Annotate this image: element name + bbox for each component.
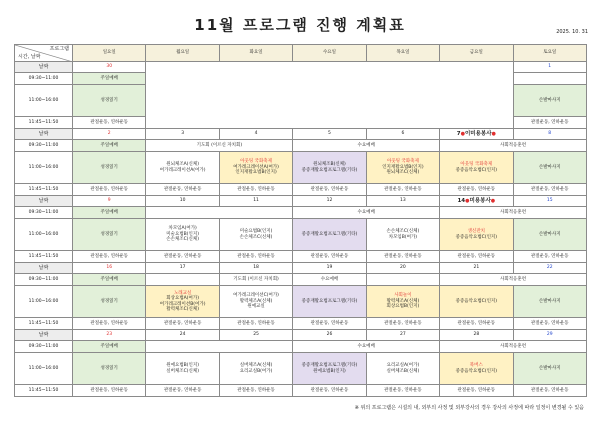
footnote: ※ 위의 프로그램은 시설의 내, 외부의 사정 및 외부강사의 경우 강사의 사정에 따라 일정이 변경될 수 있음 bbox=[354, 405, 584, 411]
day-header-tue: 화요일 bbox=[219, 45, 292, 62]
activity-cell: 관절운동, 연하운동 bbox=[146, 184, 219, 196]
activity-cell: 관절운동, 연하운동 bbox=[513, 184, 586, 196]
slot-label: 11:45~11:50 bbox=[15, 318, 73, 330]
activity-line: 여가레크레이션A(여가) bbox=[233, 164, 279, 170]
singing-event: 노래교실 bbox=[173, 290, 192, 296]
activity-cell: 수요예배 bbox=[293, 274, 366, 286]
date-mon: 17 bbox=[146, 263, 219, 274]
activity-cell: 관절운동, 연하운동 bbox=[513, 251, 586, 263]
activity-cell: 관절운동, 연하운동 bbox=[440, 184, 513, 196]
activity-cell bbox=[146, 353, 219, 385]
activity-line: 중증재활요법프로그램(기타) bbox=[301, 363, 358, 369]
date-fri bbox=[440, 129, 513, 140]
activity-cell: 손발마사지 bbox=[513, 152, 586, 184]
week4-morning-row bbox=[15, 274, 587, 286]
date-mon: 3 bbox=[146, 129, 219, 140]
slot-label: 11:00~16:00 bbox=[15, 85, 73, 117]
activity-line: 실버체조B(신체) bbox=[386, 368, 420, 374]
activity-cell bbox=[146, 219, 219, 251]
slot-label: 11:00~16:00 bbox=[15, 152, 73, 184]
activity-line: 손손체조C(신체) bbox=[166, 237, 199, 243]
header-row bbox=[15, 45, 587, 62]
activity-cell: 관절운동, 연하운동 bbox=[366, 251, 439, 263]
activity-line: 활력체조A(신체) bbox=[239, 298, 273, 304]
day-header-sun: 일요일 bbox=[73, 45, 146, 62]
date-sat: 29 bbox=[513, 330, 586, 341]
activity-line: 실버체조C(신체) bbox=[166, 368, 199, 374]
date-label: 날짜 bbox=[15, 330, 73, 341]
activity-cell: 사회적응훈련 bbox=[440, 207, 587, 219]
date-sun: 23 bbox=[73, 330, 146, 341]
activity-cell: 성경읽기 bbox=[73, 286, 146, 318]
date-sat: 15 bbox=[513, 196, 586, 207]
activity-cell: 관절운동, 연하운동 bbox=[73, 251, 146, 263]
date-sat: 1 bbox=[513, 62, 586, 73]
activity-cell: 주일예배 bbox=[73, 207, 146, 219]
date-wed: 12 bbox=[293, 196, 366, 207]
activity-cell: 성경읽기 bbox=[73, 85, 146, 117]
slot-label: 11:00~16:00 bbox=[15, 353, 73, 385]
activity-line: 차모임A(여가) bbox=[168, 226, 197, 232]
week2-end-row bbox=[15, 184, 587, 196]
activity-line: 손손체조C(신체) bbox=[239, 234, 273, 240]
slot-label: 09:30~11:00 bbox=[15, 274, 73, 286]
special-event: 이미용봉사 bbox=[464, 130, 492, 137]
week3-date-row bbox=[15, 196, 587, 207]
activity-cell: 관절운동, 연하운동 bbox=[366, 184, 439, 196]
activity-cell bbox=[293, 353, 366, 385]
activity-cell: 관절운동, 연하운동 bbox=[219, 251, 292, 263]
activity-cell: 주일예배 bbox=[73, 73, 146, 85]
activity-cell: 관절운동, 연하운동 bbox=[366, 385, 439, 397]
outing-event: 아웃팅 국화축제 bbox=[240, 159, 272, 165]
activity-cell: 관절운동, 연하운동 bbox=[440, 318, 513, 330]
week3-main-row bbox=[15, 219, 587, 251]
activity-cell bbox=[219, 286, 292, 318]
week3-end-row bbox=[15, 251, 587, 263]
date-label: 날짜 bbox=[15, 129, 73, 140]
date-label: 날짜 bbox=[15, 62, 73, 73]
day-header-thu: 목요일 bbox=[366, 45, 439, 62]
activity-cell bbox=[366, 219, 439, 251]
book-bus-event: 북버스 bbox=[469, 363, 483, 369]
week1-date-row bbox=[15, 62, 587, 73]
week5-end-row bbox=[15, 385, 587, 397]
activity-line: 회상요법A(여가) bbox=[166, 296, 199, 302]
slot-label: 09:30~11:00 bbox=[15, 140, 73, 152]
activity-cell: 중증음악요법C(인지) bbox=[440, 286, 513, 318]
activity-line: 중증음악요법C(인지) bbox=[455, 167, 498, 173]
activity-line: 여가레크레이션A(여가) bbox=[159, 167, 206, 173]
date-thu: 6 bbox=[366, 129, 439, 140]
date-wed: 19 bbox=[293, 263, 366, 274]
week2-morning-row bbox=[15, 140, 587, 152]
activity-line: 원예요법B(인지) bbox=[313, 368, 346, 374]
week5-main-row bbox=[15, 353, 587, 385]
dot-icon: ● bbox=[460, 130, 465, 137]
activity-cell: 손발마사지 bbox=[513, 353, 586, 385]
empty-block bbox=[146, 62, 513, 129]
activity-cell: 관절운동, 연하운동 bbox=[73, 385, 146, 397]
date-tue: 11 bbox=[219, 196, 292, 207]
activity-cell: 관절운동, 연하운동 bbox=[146, 251, 219, 263]
date-thu: 20 bbox=[366, 263, 439, 274]
week3-morning-row bbox=[15, 207, 587, 219]
activity-cell: 손발마사지 bbox=[513, 85, 586, 117]
activity-cell: 관절운동, 연하운동 bbox=[73, 184, 146, 196]
activity-cell bbox=[219, 219, 292, 251]
activity-cell: 관절운동, 연하운동 bbox=[146, 385, 219, 397]
dot-icon: ● bbox=[490, 197, 496, 204]
week2-date-row bbox=[15, 129, 587, 140]
activity-line: 원뇌체조A(신체) bbox=[166, 162, 199, 168]
page-title: 11월 프로그램 진행 계획표 bbox=[194, 16, 406, 34]
corner-time-date: 시간, 날짜 bbox=[18, 54, 41, 60]
week5-morning-row bbox=[15, 341, 587, 353]
activity-cell: 기도회 (이르신 자치회) bbox=[146, 140, 293, 152]
date-label: 날짜 bbox=[15, 263, 73, 274]
date-sun: 2 bbox=[73, 129, 146, 140]
activity-cell: 손발마사지 bbox=[513, 219, 586, 251]
activity-cell: 관절운동, 연하운동 bbox=[146, 318, 219, 330]
activity-line: 실버체조A(신체) bbox=[239, 363, 273, 369]
week4-date-row bbox=[15, 263, 587, 274]
corner-program: 프로그램 bbox=[49, 46, 69, 52]
activity-line: 원뇌체조C(신체) bbox=[386, 170, 420, 176]
date-tue: 4 bbox=[219, 129, 292, 140]
activity-cell: 관절운동, 연하운동 bbox=[293, 251, 366, 263]
activity-line: 원예교실 bbox=[247, 304, 265, 310]
date-sun: 30 bbox=[73, 62, 146, 73]
empty-cell bbox=[513, 73, 586, 85]
activity-cell bbox=[146, 152, 219, 184]
date-num: 14 bbox=[457, 197, 466, 204]
birthday-event: 생신잔치 bbox=[467, 229, 486, 235]
outing-event: 아웃팅 국화축제 bbox=[460, 162, 493, 168]
activity-cell: 관절운동, 연하운동 bbox=[219, 385, 292, 397]
activity-cell: 주일예배 bbox=[73, 341, 146, 353]
slot-label: 11:45~11:50 bbox=[15, 251, 73, 263]
activity-line: 회상요법B(인지) bbox=[386, 304, 420, 310]
activity-line: 요리교실A(여가) bbox=[386, 363, 420, 369]
date-fri: 21 bbox=[440, 263, 513, 274]
special-event: 미용봉사 bbox=[469, 197, 491, 204]
activity-cell: 주일예배 bbox=[73, 140, 146, 152]
slot-label: 11:00~16:00 bbox=[15, 219, 73, 251]
date-mon: 10 bbox=[146, 196, 219, 207]
outing-event: 아웃팅 국화축제 bbox=[386, 159, 419, 165]
activity-cell: 사회적응훈련 bbox=[440, 341, 587, 353]
activity-line: 요리교실B(여가) bbox=[239, 368, 273, 374]
date-sun: 9 bbox=[73, 196, 146, 207]
activity-line: 차모임B(여가) bbox=[388, 234, 418, 240]
activity-cell: 관절운동, 연하운동 bbox=[293, 184, 366, 196]
activity-cell: 수요예배 bbox=[293, 341, 440, 353]
empty-cell bbox=[146, 274, 219, 286]
activity-cell bbox=[146, 286, 219, 318]
date-num: 7 bbox=[456, 130, 461, 137]
slot-label: 11:00~16:00 bbox=[15, 286, 73, 318]
activity-cell: 관절운동, 연하운동 bbox=[440, 385, 513, 397]
activity-cell bbox=[366, 286, 439, 318]
issue-date: 2025. 10. 31 bbox=[556, 29, 588, 35]
activity-cell: 성경읽기 bbox=[73, 219, 146, 251]
date-tue: 25 bbox=[219, 330, 292, 341]
date-thu: 13 bbox=[366, 196, 439, 207]
activity-cell: 관절운동, 연하운동 bbox=[293, 385, 366, 397]
activity-cell: 관절운동, 연하운동 bbox=[73, 117, 146, 129]
date-wed: 5 bbox=[293, 129, 366, 140]
activity-line: 여가레크레이션B(여가) bbox=[159, 301, 206, 307]
activity-line: 활력체조C(신체) bbox=[166, 306, 199, 312]
activity-cell: 성경읽기 bbox=[73, 353, 146, 385]
date-label: 날짜 bbox=[15, 196, 73, 207]
activity-cell bbox=[366, 152, 439, 184]
activity-line: 미술요법B(인지) bbox=[166, 231, 199, 237]
activity-cell bbox=[440, 353, 513, 385]
activity-cell: 성경읽기 bbox=[73, 152, 146, 184]
activity-cell bbox=[366, 353, 439, 385]
activity-cell: 관절운동, 연하운동 bbox=[513, 117, 586, 129]
activity-cell bbox=[440, 152, 513, 184]
activity-cell bbox=[219, 152, 292, 184]
activity-line: 인지재활요법B(인지) bbox=[235, 170, 277, 176]
activity-line: 활력체조A(신체) bbox=[386, 298, 420, 304]
activity-cell: 관절운동, 연하운동 bbox=[293, 318, 366, 330]
day-header-mon: 월요일 bbox=[146, 45, 219, 62]
day-header-sat: 토요일 bbox=[513, 45, 586, 62]
empty-cell bbox=[146, 341, 293, 353]
activity-line: 손손체조C(신체) bbox=[386, 229, 420, 235]
empty-cell bbox=[366, 274, 439, 286]
activity-cell bbox=[293, 152, 366, 184]
date-fri: 28 bbox=[440, 330, 513, 341]
activity-cell: 관절운동, 연하운동 bbox=[73, 318, 146, 330]
date-sun: 16 bbox=[73, 263, 146, 274]
slot-label: 09:30~11:00 bbox=[15, 73, 73, 85]
activity-cell: 손발마사지 bbox=[513, 286, 586, 318]
activity-cell: 관절운동, 연하운동 bbox=[219, 184, 292, 196]
week2-main-row bbox=[15, 152, 587, 184]
activity-cell: 관절운동, 연하운동 bbox=[513, 318, 586, 330]
empty-cell bbox=[146, 207, 293, 219]
activity-line: 중증음악요법C(인지) bbox=[455, 368, 498, 374]
day-header-wed: 수요일 bbox=[293, 45, 366, 62]
activity-line: 원예요법B(인지) bbox=[166, 363, 199, 369]
date-mon: 24 bbox=[146, 330, 219, 341]
activity-cell: 기도회 (이르신 자치회) bbox=[219, 274, 292, 286]
activity-cell: 수요예배 bbox=[293, 207, 440, 219]
activity-cell: 관절운동, 연하운동 bbox=[366, 318, 439, 330]
slot-label: 11:45~11:50 bbox=[15, 184, 73, 196]
activity-cell: 관절운동, 연하운동 bbox=[219, 318, 292, 330]
slot-label: 09:30~11:00 bbox=[15, 207, 73, 219]
social-play-event: 사회놀이 bbox=[394, 293, 412, 299]
activity-line: 미술요법B(인지) bbox=[239, 229, 273, 235]
slot-label: 11:45~11:50 bbox=[15, 385, 73, 397]
day-header-fri: 금요일 bbox=[440, 45, 513, 62]
activity-line: 여가레크레이션C(여가) bbox=[233, 293, 279, 299]
activity-cell: 사회적응훈련 bbox=[440, 140, 587, 152]
activity-cell: 관절운동, 연하운동 bbox=[440, 251, 513, 263]
activity-cell: 사회적응훈련 bbox=[440, 274, 587, 286]
date-sat: 22 bbox=[513, 263, 586, 274]
date-fri bbox=[440, 196, 513, 207]
activity-cell: 수요예배 bbox=[293, 140, 440, 152]
week5-date-row bbox=[15, 330, 587, 341]
activity-cell: 주일예배 bbox=[73, 274, 146, 286]
dot-icon: ● bbox=[491, 130, 496, 137]
activity-line: 원뇌체조B(신체) bbox=[313, 162, 346, 168]
activity-cell bbox=[440, 219, 513, 251]
activity-line: 인지재활요법B(인지) bbox=[382, 164, 424, 170]
dot-icon: ● bbox=[465, 197, 470, 204]
date-thu: 27 bbox=[366, 330, 439, 341]
activity-line: 중증음악요법C(인지) bbox=[455, 234, 498, 240]
slot-label: 09:30~11:00 bbox=[15, 341, 73, 353]
activity-cell: 관절운동, 연하운동 bbox=[513, 385, 586, 397]
week4-main-row bbox=[15, 286, 587, 318]
corner-cell bbox=[15, 45, 73, 62]
date-tue: 18 bbox=[219, 263, 292, 274]
date-sat: 8 bbox=[513, 129, 586, 140]
week4-end-row bbox=[15, 318, 587, 330]
schedule-table bbox=[14, 44, 587, 397]
activity-cell: 중증재활요법프로그램(기타) bbox=[293, 219, 366, 251]
slot-label: 11:45~11:50 bbox=[15, 117, 73, 129]
activity-cell bbox=[219, 353, 292, 385]
activity-line: 중증재활요법프로그램(기타) bbox=[301, 167, 358, 173]
activity-cell: 중증재활요법프로그램(기타) bbox=[293, 286, 366, 318]
date-wed: 26 bbox=[293, 330, 366, 341]
